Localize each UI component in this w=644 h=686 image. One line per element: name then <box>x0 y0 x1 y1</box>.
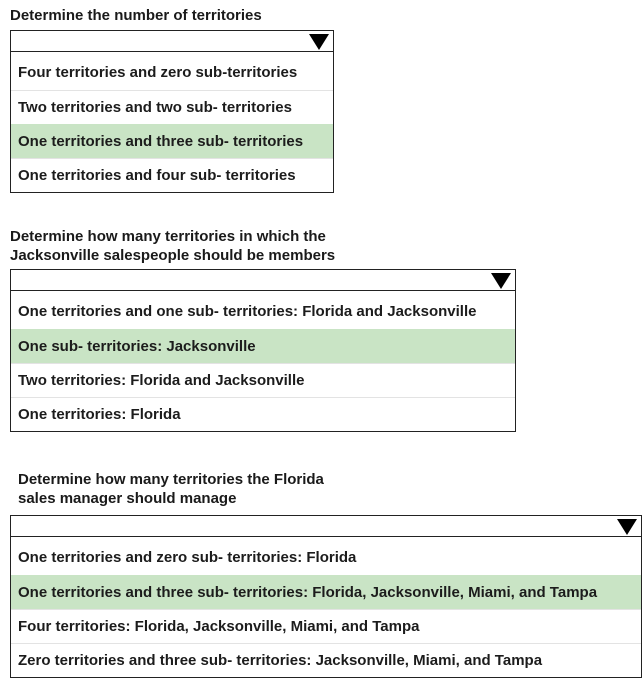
question-3-options <box>11 537 641 677</box>
question-1-options <box>11 52 333 192</box>
question-3-option-4[interactable]: Zero territories and three sub- territories: Jacksonville, Miami, and Tampa <box>11 643 641 677</box>
question-3 <box>10 470 642 669</box>
question-3-label: Determine how many territories the Florida sales manager should manage <box>18 471 324 507</box>
question-2-option-2[interactable]: One sub- territories: Jacksonville <box>11 329 515 363</box>
question-2 <box>10 227 520 423</box>
question-3-dropdown-header[interactable] <box>11 516 641 537</box>
question-1-dropdown-header[interactable] <box>11 31 333 52</box>
question-3-option-2[interactable]: One territories and three sub- territories: Florida, Jacksonville, Miami, and Tampa <box>11 575 641 609</box>
question-3-dropdown[interactable] <box>10 515 642 678</box>
dropdown-arrow-icon[interactable] <box>491 273 511 289</box>
question-1 <box>10 6 340 184</box>
question-3-option-1[interactable]: One territories and zero sub- territories: Florida <box>18 549 357 566</box>
question-2-option-4[interactable]: One territories: Florida <box>11 397 515 431</box>
question-2-dropdown-header[interactable] <box>11 270 515 291</box>
question-2-label: Determine how many territories in which the Jacksonville salespeople should be members <box>10 228 336 264</box>
question-2-options <box>11 291 515 431</box>
question-1-option-4[interactable]: One territories and four sub- territories <box>11 158 333 192</box>
dropdown-arrow-icon[interactable] <box>309 34 329 50</box>
question-1-option-3[interactable]: One territories and three sub- territories <box>11 124 333 158</box>
question-1-option-2[interactable]: Two territories and two sub- territories <box>11 90 333 124</box>
question-1-option-1[interactable]: Four territories and zero sub-territories <box>18 64 298 81</box>
dropdown-arrow-icon[interactable] <box>617 519 637 535</box>
question-3-option-3[interactable]: Four territories: Florida, Jacksonville, Miami, and Tampa <box>11 609 641 643</box>
question-2-option-1[interactable]: One territories and one sub- territories: Florida and Jacksonville <box>18 303 477 320</box>
question-2-option-3[interactable]: Two territories: Florida and Jacksonville <box>11 363 515 397</box>
question-1-label: Determine the number of territories <box>10 7 262 24</box>
question-2-dropdown[interactable] <box>10 269 516 432</box>
question-1-dropdown[interactable] <box>10 30 334 193</box>
